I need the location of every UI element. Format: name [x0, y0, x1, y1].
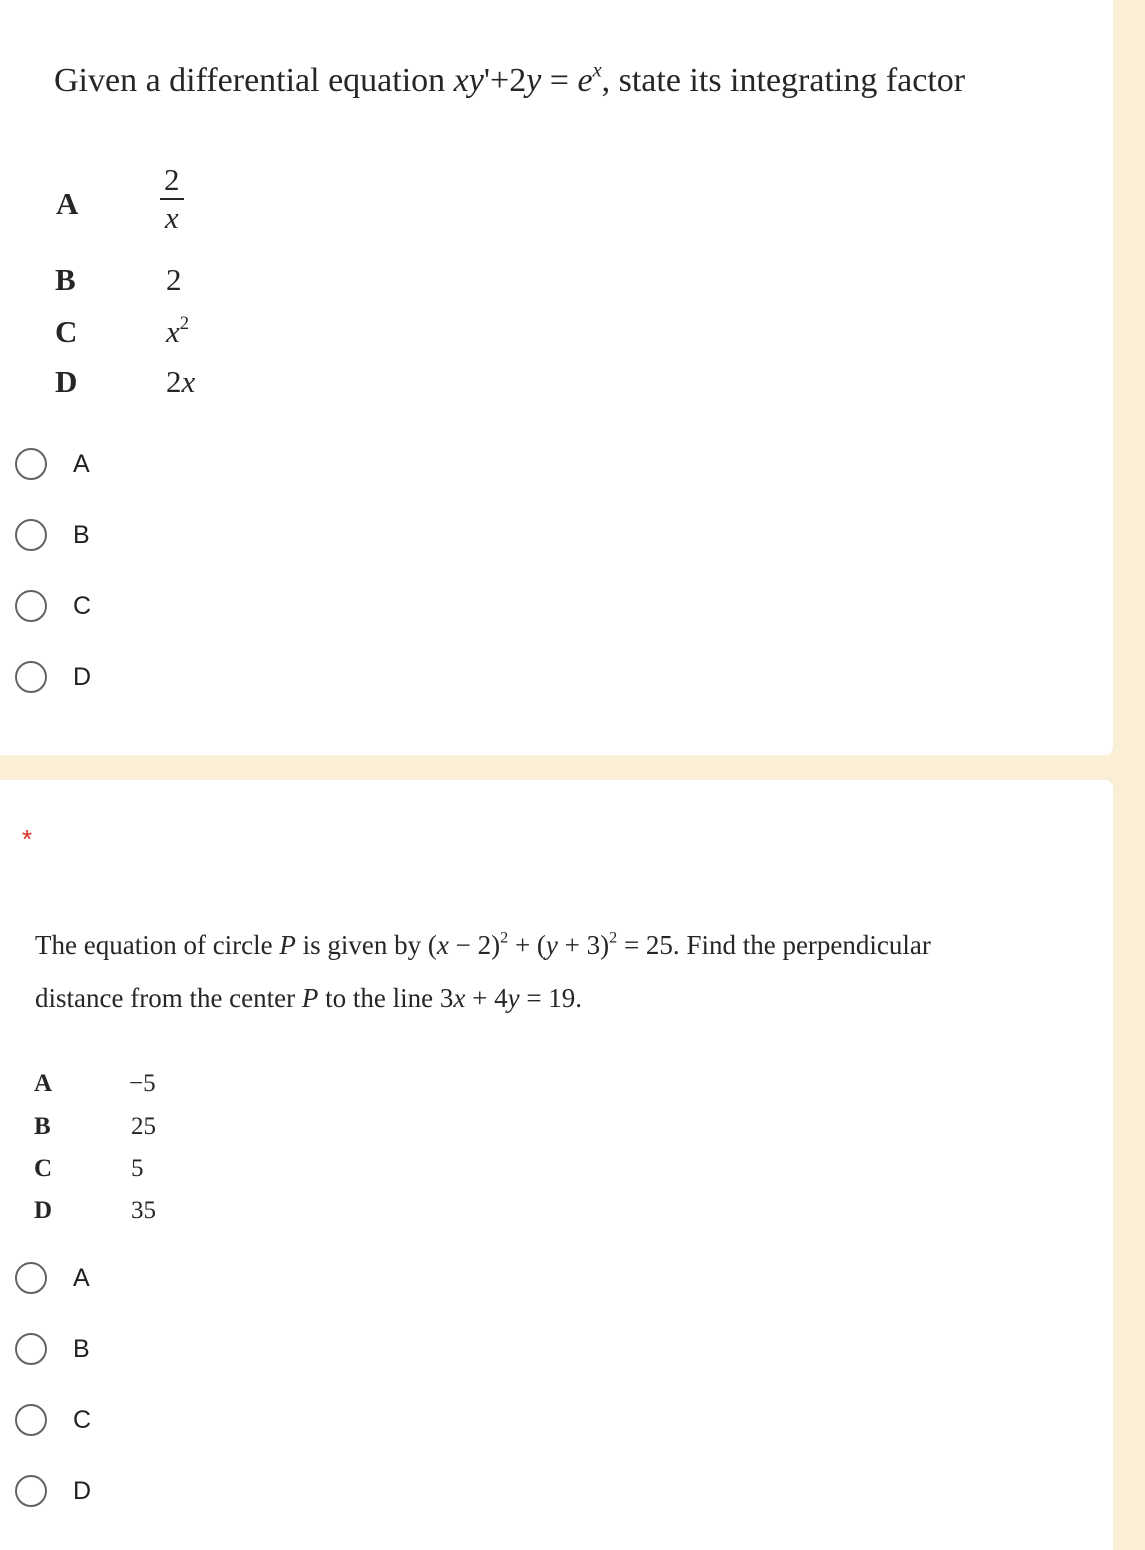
q1-choice-a-label: A [73, 449, 90, 478]
q1-choice-b[interactable] [15, 519, 90, 551]
q2-option-a-letter: A [34, 1070, 53, 1097]
q2-choice-d[interactable] [15, 1475, 91, 1507]
q2-option-d-letter: D [34, 1197, 53, 1224]
q1-eq-xy: xy [453, 62, 484, 99]
q2-line-eq-x: x [453, 983, 466, 1013]
q2-line1-before: The equation of circle [35, 930, 280, 960]
q1-option-a-numerator: 2 [160, 162, 184, 200]
q2-radio-a[interactable] [15, 1262, 47, 1294]
q1-option-c-exp: 2 [179, 312, 190, 334]
q2-eq-x: x [436, 930, 449, 960]
q1-choice-b-label: B [73, 520, 90, 549]
question-2-line-2 [35, 983, 582, 1014]
q1-choice-d-label: D [73, 662, 92, 691]
q1-radio-a[interactable] [15, 448, 47, 480]
q2-choice-d-label: D [73, 1476, 92, 1505]
q1-radio-c[interactable] [15, 590, 47, 622]
q1-option-c-letter: C [55, 314, 78, 349]
q2-line2-mid: to the line [318, 983, 440, 1013]
q2-line1-after: Find the perpendicular [679, 930, 931, 960]
question-1-text [54, 59, 966, 100]
q2-line-eq-y: y [507, 983, 520, 1013]
q2-eq-y: y [545, 930, 558, 960]
q1-option-a-value [160, 162, 184, 235]
q1-option-a-denominator: x [164, 199, 179, 235]
q1-radio-b[interactable] [15, 519, 47, 551]
q2-eq-plus-paren: + ( [508, 930, 546, 960]
q2-line-eq-plus4: + 4 [465, 983, 508, 1013]
q1-option-c-value [166, 314, 189, 350]
q1-option-b-letter: B [55, 262, 76, 297]
question-2-line-1 [35, 930, 931, 961]
q1-eq-exp: x [592, 59, 602, 82]
q1-option-d-var: x [181, 364, 196, 399]
q2-choice-a-label: A [73, 1263, 90, 1292]
question-card-1 [0, 0, 1113, 755]
q1-option-b-value: 2 [166, 262, 182, 297]
q2-option-d-value: 35 [131, 1197, 156, 1224]
q2-line1-mid: is given by [295, 930, 428, 960]
q1-option-a-letter: A [56, 186, 79, 221]
q1-option-d-letter: D [55, 364, 78, 399]
q2-choice-a[interactable] [15, 1262, 90, 1294]
q2-radio-d[interactable] [15, 1475, 47, 1507]
q2-eq-minus2: − 2) [448, 930, 501, 960]
q1-choice-a[interactable] [15, 448, 90, 480]
q1-option-d-value [166, 364, 195, 400]
q2-option-a-value: −5 [129, 1070, 156, 1097]
q1-choice-c[interactable] [15, 590, 91, 622]
q2-line1-p: P [279, 930, 296, 960]
q2-choice-b[interactable] [15, 1333, 90, 1365]
q1-eq-plus: + [490, 62, 510, 99]
q1-eq-prime: ' [483, 62, 490, 99]
q1-eq-two: 2 [509, 62, 527, 99]
q1-choice-c-label: C [73, 591, 92, 620]
q1-choice-d[interactable] [15, 661, 91, 693]
q2-line-eq-3: 3 [439, 983, 454, 1013]
q2-radio-c[interactable] [15, 1404, 47, 1436]
q1-text-before: Given a differential equation [54, 62, 454, 99]
q2-eq-exp1: 2 [500, 928, 509, 947]
q2-option-c-letter: C [34, 1155, 53, 1182]
q2-eq-exp2: 2 [609, 928, 618, 947]
q2-line2-p: P [301, 983, 319, 1013]
q2-eq-plus3: + 3) [557, 930, 610, 960]
q1-radio-d[interactable] [15, 661, 47, 693]
q2-option-c-value: 5 [131, 1155, 144, 1182]
q1-option-d-coef: 2 [166, 364, 182, 399]
q2-option-b-letter: B [34, 1113, 51, 1140]
q1-eq-y: y [526, 62, 542, 99]
q2-radio-b[interactable] [15, 1333, 47, 1365]
q2-eq-paren1: ( [427, 930, 437, 960]
q2-option-b-value: 25 [131, 1113, 156, 1140]
q2-eq-rhs: = 25. [617, 930, 680, 960]
question-card-2 [0, 780, 1113, 1550]
q2-line2-before: distance from the center [35, 983, 302, 1013]
q1-eq-e: e [577, 62, 593, 99]
q2-line-eq-rhs: = 19. [519, 983, 583, 1013]
q1-option-c-base: x [166, 314, 180, 349]
q1-text-after: , state its integrating factor [601, 62, 966, 99]
required-asterisk: * [22, 824, 33, 854]
q2-choice-b-label: B [73, 1334, 90, 1363]
q2-choice-c[interactable] [15, 1404, 91, 1436]
q1-eq-equals: = [541, 62, 578, 99]
q2-choice-c-label: C [73, 1405, 92, 1434]
